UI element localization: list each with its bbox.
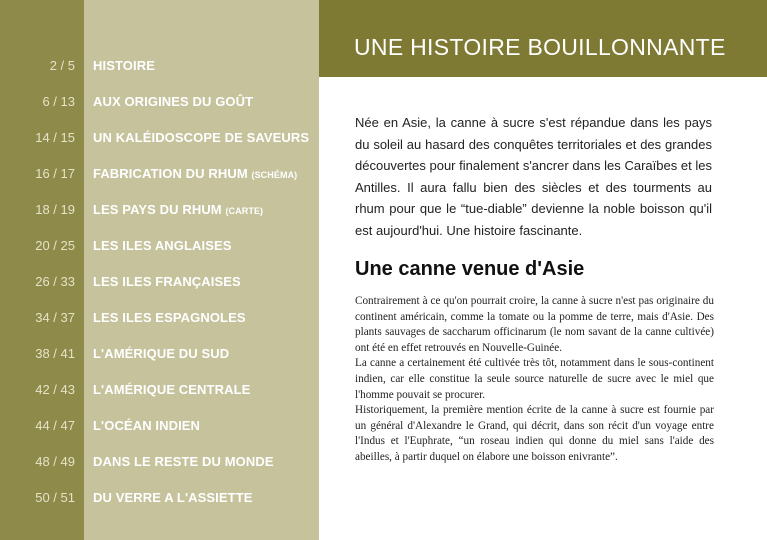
toc-title: DU VERRE A L'ASSIETTE: [93, 490, 253, 505]
toc-item-amerique-centrale[interactable]: [0, 380, 319, 400]
body-paragraph: Historiquement, la première mention écrite de la canne à sucre est fournie par un général d'Alexandre le Grand, qui décrit, dans son récit d'un voyage entre l'Indus et l'Euphrate, “un roseau indien qui donne du miel sans l'aide des abeilles, à partir duquel on élabore une boisson enivrante”.: [355, 404, 714, 463]
toc-pages: 50 / 51: [35, 490, 75, 505]
toc-pages: 42 / 43: [35, 382, 75, 397]
toc-title: L'OCÉAN INDIEN: [93, 418, 201, 433]
toc-pages: 16 / 17: [35, 166, 75, 181]
toc-item-verre-assiette[interactable]: [0, 488, 319, 508]
toc-pages: 2 / 5: [49, 58, 75, 73]
toc-title: DANS LE RESTE DU MONDE: [93, 454, 274, 469]
toc-item-francaises[interactable]: [0, 272, 319, 292]
toc-item-reste-monde[interactable]: [0, 452, 319, 472]
toc-title: UN KALÉIDOSCOPE DE SAVEURS: [93, 130, 310, 145]
page-title: UNE HISTOIRE BOUILLONNANTE: [354, 34, 726, 60]
toc-suffix: (CARTE): [225, 206, 264, 216]
toc-pages: 18 / 19: [35, 202, 75, 217]
body-text: [355, 294, 714, 466]
toc-pages: 48 / 49: [35, 454, 75, 469]
toc-title: LES ILES FRANÇAISES: [93, 274, 241, 289]
toc-pages: 34 / 37: [35, 310, 75, 325]
toc-title: LES ILES ANGLAISES: [93, 238, 232, 253]
toc-item-anglaises[interactable]: [0, 236, 319, 256]
header-bar: [319, 0, 767, 77]
toc-title: LES PAYS DU RHUM (CARTE): [93, 202, 264, 217]
toc-pages: 20 / 25: [35, 238, 75, 253]
toc-item-ocean-indien[interactable]: [0, 416, 319, 436]
toc-title: AUX ORIGINES DU GOÛT: [93, 94, 254, 109]
toc-item-histoire[interactable]: [0, 56, 319, 76]
toc-item-origines[interactable]: [0, 92, 319, 112]
toc-pages: 26 / 33: [35, 274, 75, 289]
toc-title: LES ILES ESPAGNOLES: [93, 310, 246, 325]
toc-title: L'AMÉRIQUE DU SUD: [93, 346, 230, 361]
toc-pages: 38 / 41: [35, 346, 75, 361]
toc-item-pays[interactable]: [0, 200, 319, 220]
toc-item-amerique-sud[interactable]: [0, 344, 319, 364]
toc-title: L'AMÉRIQUE CENTRALE: [93, 382, 251, 397]
toc-item-kaleidoscope[interactable]: [0, 128, 319, 148]
toc-title: HISTOIRE: [93, 58, 155, 73]
section-heading: Une canne venue d'Asie: [355, 258, 585, 280]
toc-pages: 14 / 15: [35, 130, 75, 145]
body-paragraph: La canne a certainement été cultivée très tôt, notamment dans le sous-continent indien, car elle constitue la seule source naturelle de sucre avec le miel que l'homme pouvait se procurer.: [355, 357, 714, 401]
toc-item-fabrication[interactable]: [0, 164, 319, 184]
toc-item-espagnoles[interactable]: [0, 308, 319, 328]
toc-title: FABRICATION DU RHUM (SCHÉMA): [93, 166, 298, 181]
toc-pages: 6 / 13: [42, 94, 75, 109]
body-paragraph: Contrairement à ce qu'on pourrait croire, la canne à sucre n'est pas originaire du continent américain, comme la tomate ou la pomme de terre, mais d'Asie. Des plants sauvages de saccharum officinarum (le nom savant de la canne cultivée) ont été en effet retrouvés en Nouvelle-Guinée.: [355, 295, 714, 354]
intro-paragraph: Née en Asie, la canne à sucre s'est répandue dans les pays du soleil au hasard des conquêtes territoriales et des grandes découvertes pour finalement s'ancrer dans les Caraïbes et les Antilles. Il aura fallu bien des siècles et des tourments au rhum pour que le “tue-diable” devienne la noble boisson qu'il est aujourd'hui. Une histoire fascinante.: [355, 115, 712, 238]
toc-pages: 44 / 47: [35, 418, 75, 433]
toc-suffix: (SCHÉMA): [251, 170, 298, 180]
